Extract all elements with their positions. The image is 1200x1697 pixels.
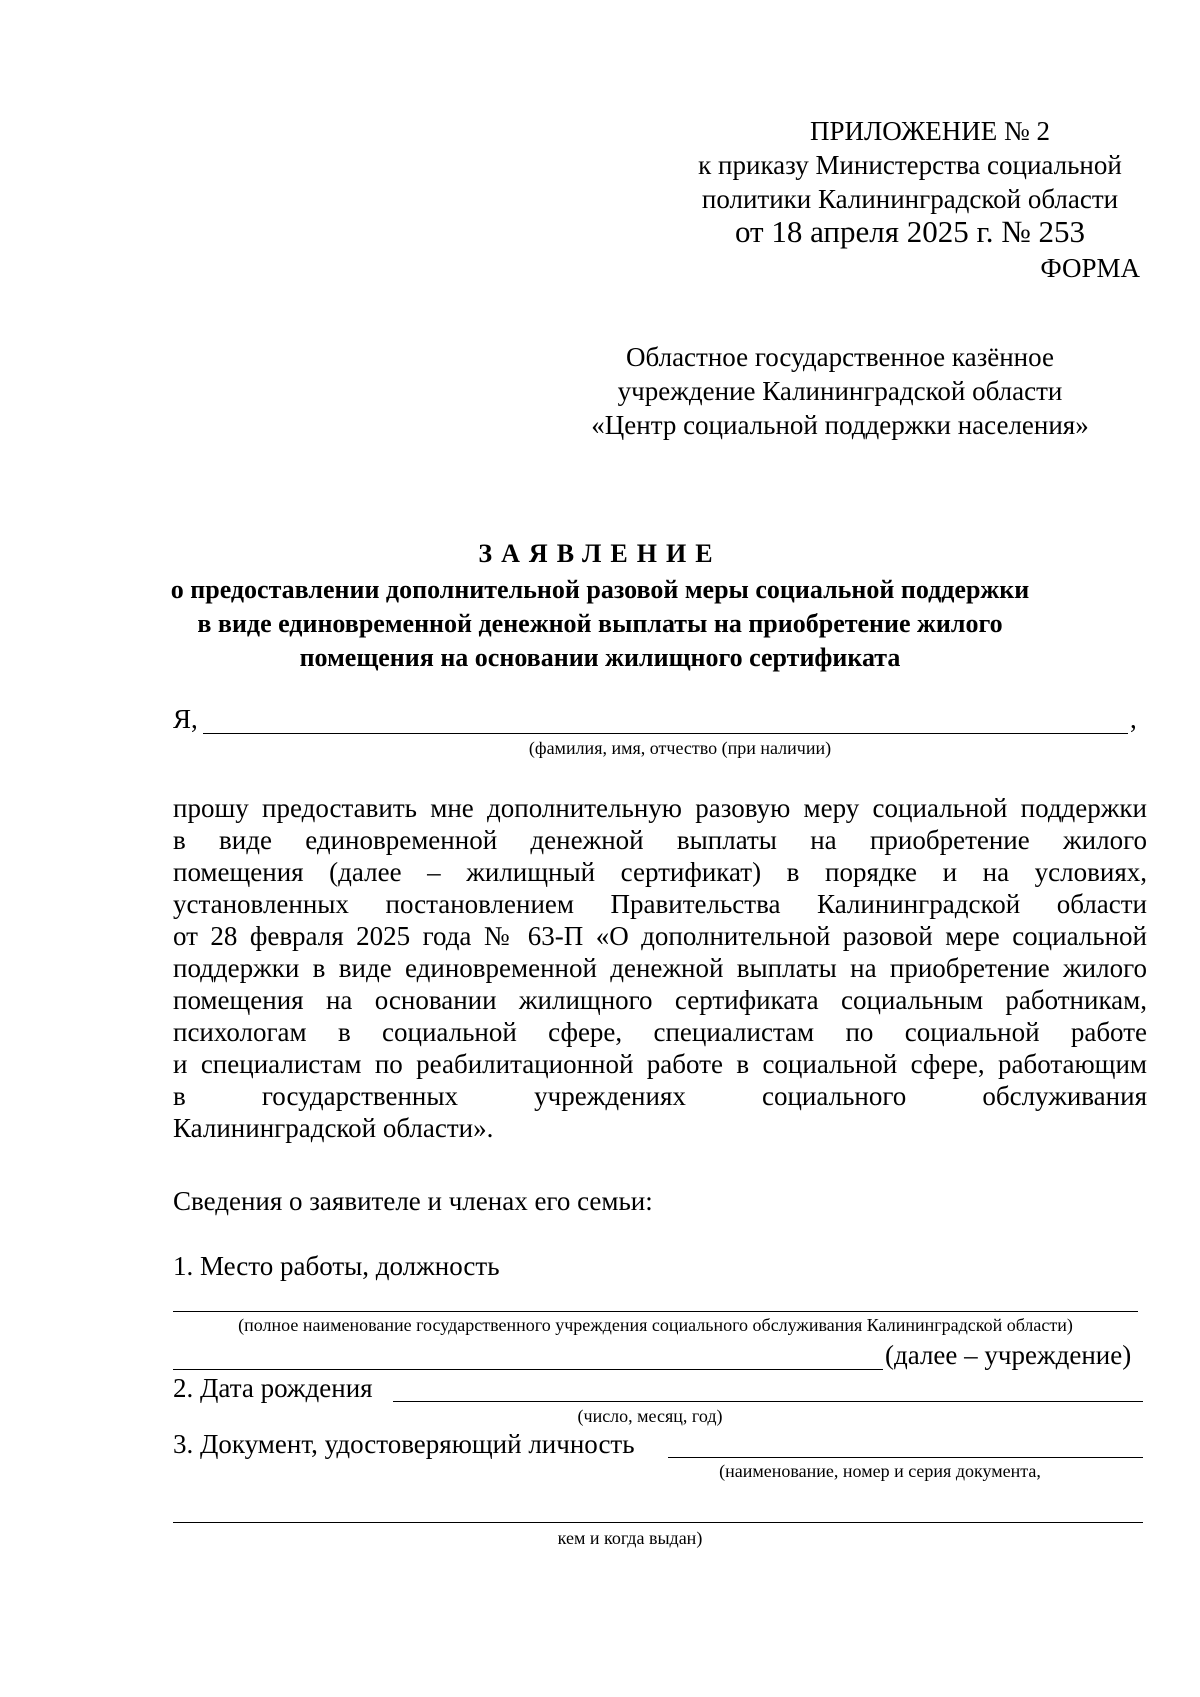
- attachment-date: от 18 апреля 2025 г. № 253: [734, 214, 1086, 249]
- body-line: установленных постановлением Правительства Калининградской области: [173, 889, 1147, 919]
- title-line-2: в виде единовременной денежной выплаты на приобретение жилого: [197, 609, 1003, 638]
- body-line: помещения (далее – жилищный сертификат) в порядке и на условиях,: [173, 857, 1147, 887]
- applicant-name-caption: (фамилия, имя, отчество (при наличии): [528, 738, 832, 758]
- birth-date-field[interactable]: [393, 1401, 1143, 1402]
- body-line: психологам в социальной сфере, специалистам по социальной работе: [173, 1017, 1147, 1047]
- birth-date-label: 2. Дата рождения: [173, 1373, 373, 1403]
- applicant-name-field[interactable]: [203, 733, 1128, 734]
- attachment-number: ПРИЛОЖЕНИЕ № 2: [809, 116, 1051, 146]
- attachment-order-ref: к приказу Министерства социальной: [698, 150, 1122, 180]
- body-line: помещения на основании жилищного сертификата социальным работникам,: [173, 985, 1147, 1015]
- body-line: в государственных учреждениях социального обслуживания: [173, 1081, 1147, 1111]
- form-label: ФОРМА: [1040, 253, 1140, 283]
- applicant-suffix: ,: [1130, 704, 1137, 734]
- attachment-ministry: политики Калининградской области: [701, 184, 1119, 214]
- birth-date-caption: (число, месяц, год): [577, 1406, 723, 1426]
- addressee-line-3: «Центр социальной поддержки населения»: [591, 410, 1089, 440]
- id-document-field[interactable]: [668, 1457, 1143, 1458]
- work-place-caption: (полное наименование государственного учреждения социального обслуживания Калининградской области): [238, 1315, 1073, 1335]
- body-line: прошу предоставить мне дополнительную разовую меру социальной поддержки: [173, 793, 1147, 823]
- body-line: и специалистам по реабилитационной работе в социальной сфере, работающим: [173, 1049, 1147, 1079]
- body-line: в виде единовременной денежной выплаты на приобретение жилого: [173, 825, 1147, 855]
- body-line: поддержки в виде единовременной денежной выплаты на приобретение жилого: [173, 953, 1147, 983]
- request-paragraph: [173, 792, 1147, 1144]
- id-document-caption-2: кем и когда выдан): [557, 1528, 703, 1548]
- applicant-prefix: Я,: [173, 704, 198, 734]
- addressee-line-2: учреждение Калининградской области: [617, 376, 1063, 406]
- body-line: от 28 февраля 2025 года № 63-П «О дополнительной разовой мере социальной: [173, 921, 1147, 951]
- id-document-caption: (наименование, номер и серия документа,: [719, 1461, 1041, 1481]
- title-line-1: о предоставлении дополнительной разовой меры социальной поддержки: [170, 575, 1030, 604]
- work-place-field-2[interactable]: [173, 1369, 883, 1370]
- document-title: ЗАЯВЛЕНИЕ: [478, 539, 722, 568]
- id-document-label: 3. Документ, удостоверяющий личность: [173, 1429, 635, 1459]
- work-place-field[interactable]: [173, 1311, 1138, 1312]
- title-line-3: помещения на основании жилищного сертификата: [299, 643, 901, 672]
- addressee-line-1: Областное государственное казённое: [626, 342, 1054, 372]
- family-info-heading: Сведения о заявителе и членах его семьи:: [173, 1186, 653, 1216]
- body-line: Калининградской области».: [173, 1113, 494, 1143]
- id-document-field-2[interactable]: [173, 1522, 1143, 1523]
- work-place-suffix: (далее – учреждение): [885, 1340, 1132, 1370]
- work-place-label: 1. Место работы, должность: [173, 1251, 500, 1281]
